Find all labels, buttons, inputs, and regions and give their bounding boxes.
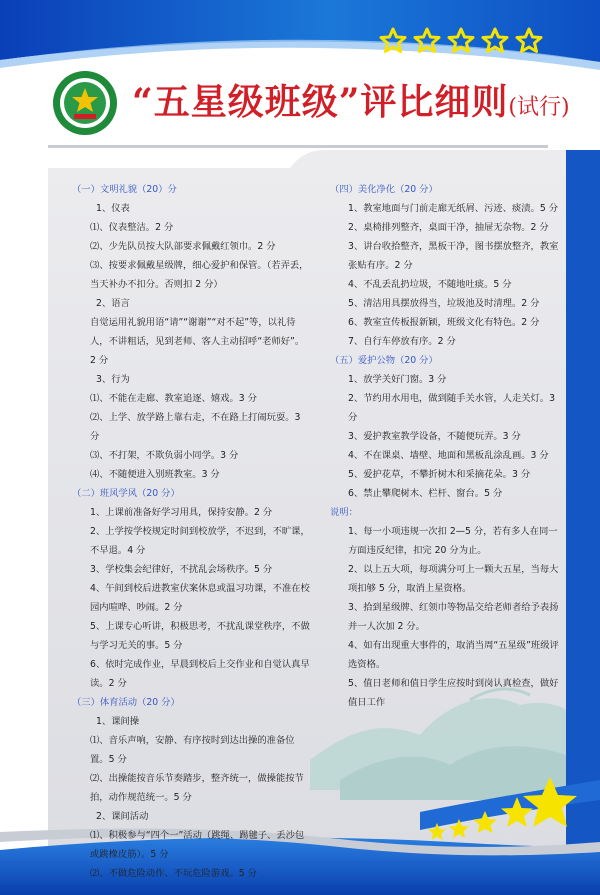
section-heading: （二）班风学风（20 分） (72, 488, 180, 499)
section-heading: （四）美化净化（20 分） (330, 184, 438, 195)
title-subtitle: (试行) (508, 95, 570, 120)
rule-item: ⑴、音乐声响，安静、有序按时到达出操的准备位置。5 分 (90, 735, 295, 765)
star-icon (473, 811, 497, 833)
section-heading: （一）文明礼貌（20）分 (72, 184, 177, 195)
rule-item: ⑵、上学、放学路上靠右走，不在路上打闹玩耍。3 分 (90, 412, 301, 442)
section-heading: （五）爱护公物（20 分） (330, 355, 438, 366)
rule-item: 2、节约用水用电，做到随手关水管，人走关灯。3 分 (348, 393, 556, 423)
notes-heading: 说明： (330, 507, 358, 518)
rule-item: 1、课间操 (96, 716, 140, 727)
rule-item: ⑴、不能在走廊、教室追逐、嬉戏。3 分 (90, 393, 257, 404)
rule-item: 6、禁止攀爬树木、栏杆、窗台。5 分 (348, 488, 503, 499)
rule-item: 4、不乱丢乱扔垃圾，不随地吐痰。5 分 (348, 279, 512, 290)
star-icon (381, 29, 405, 52)
rule-item: 1、每一小项违规一次扣 2—5 分，若有多人在同一方面违反纪律，扣完 20 分为止。 (348, 526, 558, 556)
rule-item: 3、拾到星级牌、红领巾等物品交给老师者给予表扬并一人次加 2 分。 (348, 602, 559, 632)
rule-item: ⑴、仪表整洁。2 分 (90, 222, 174, 233)
rule-item: 4、不在课桌、墙壁、地面和黑板乱涂乱画。3 分 (348, 450, 549, 461)
rule-item: 1、仪表 (96, 203, 130, 214)
rule-item: ⑵、不做危险动作、不玩危险游戏。5 分 (90, 868, 257, 879)
star-icon (428, 823, 446, 840)
rule-item: 3、讲台收拾整齐，黑板干净，图书摆放整齐，教室张贴有序。2 分 (348, 241, 559, 271)
rule-item: ⑵、出操能按音乐节奏踏步，整齐统一，做操能按节拍，动作规范统一。5 分 (90, 773, 304, 803)
rule-item: 5、值日老师和值日学生应按时到岗认真检查，做好值日工作 (348, 678, 559, 708)
star-icon (415, 29, 439, 52)
rule-item: 3、学校集会纪律好，不扰乱会场秩序。5 分 (90, 564, 273, 575)
rule-item: 1、教室地面与门前走廊无纸屑、污迹、痰渍。5 分 (348, 203, 559, 214)
rule-item: 5、爱护花草，不攀折树木和采摘花朵。3 分 (348, 469, 531, 480)
rule-item: 4、午间到校后进教室伏案休息或温习功课，不准在校园内喧哗、吵闹。2 分 (90, 583, 310, 613)
star-icon (501, 797, 533, 827)
rule-item: ⑷、不随便进入别班教室。3 分 (90, 469, 220, 480)
rule-item: 4、如有出现重大事件的，取消当周“五星级”班级评选资格。 (348, 640, 559, 670)
star-icon (483, 29, 507, 52)
school-logo (52, 70, 118, 136)
left-column (72, 180, 310, 883)
rule-item: ⑶、不打架，不欺负弱小同学。3 分 (90, 450, 239, 461)
rule-item: ⑶、按要求佩戴星级牌，细心爱护和保管。（若弄丢，当天补办不扣分。否则扣 2 分） (90, 260, 309, 290)
rule-item: 6、依时完成作业，早晨到校后上交作业和自觉认真早读。2 分 (90, 659, 310, 689)
poster-title (132, 74, 570, 125)
decorative-stars (425, 775, 595, 845)
rule-item: 6、教室宣传板报新颖，班级文化有特色。2 分 (348, 317, 540, 328)
star-icon (449, 819, 469, 838)
right-column (330, 180, 562, 712)
star-icon (523, 777, 577, 827)
rule-item: 自觉运用礼貌用语“请”“谢谢”“对不起”等，以礼待人，不讲粗话，见到老师、客人主动招呼“老师好”。2 分 (90, 317, 305, 366)
rule-item: ⑴、积极参与“四个一”活动（跳绳、踢毽子、丢沙包或跳橡皮筋）。5 分 (90, 830, 305, 860)
rule-item: 7、自行车停放有序。2 分 (348, 336, 456, 347)
rule-item: 3、爱护教室教学设备，不随便玩弄。3 分 (348, 431, 521, 442)
rule-item: 2、以上五大项，每项满分可上一颗大五星，当每大项扣够 5 分，取消上星资格。 (348, 564, 559, 594)
five-stars (378, 26, 548, 60)
title-main: “五星级班级”评比细则 (132, 81, 509, 123)
rule-item: 5、清洁用具摆放得当，垃圾池及时清理。2 分 (348, 298, 540, 309)
star-icon (449, 29, 473, 52)
section-heading: （三）体育活动（20 分） (72, 697, 180, 708)
rule-item: 1、上课前准备好学习用具，保持安静。2 分 (90, 507, 273, 518)
rule-item: 1、放学关好门窗。3 分 (348, 374, 447, 385)
rule-item: 2、上学按学校规定时间到校放学，不迟到，不旷课，不早退。4 分 (90, 526, 310, 556)
rule-item: 2、桌椅排列整齐，桌面干净，抽屉无杂物。2 分 (348, 222, 549, 233)
star-icon (517, 29, 541, 52)
rule-item: ⑵、少先队员按大队部要求佩戴红领巾。2 分 (90, 241, 276, 252)
rule-item: 2、语言 (96, 298, 130, 309)
rule-item: 5、上课专心听讲，积极思考，不扰乱课堂秩序，不做与学习无关的事。5 分 (90, 621, 310, 651)
rule-item: 3、行为 (96, 374, 130, 385)
rule-item: 2、课间活动 (96, 811, 149, 822)
